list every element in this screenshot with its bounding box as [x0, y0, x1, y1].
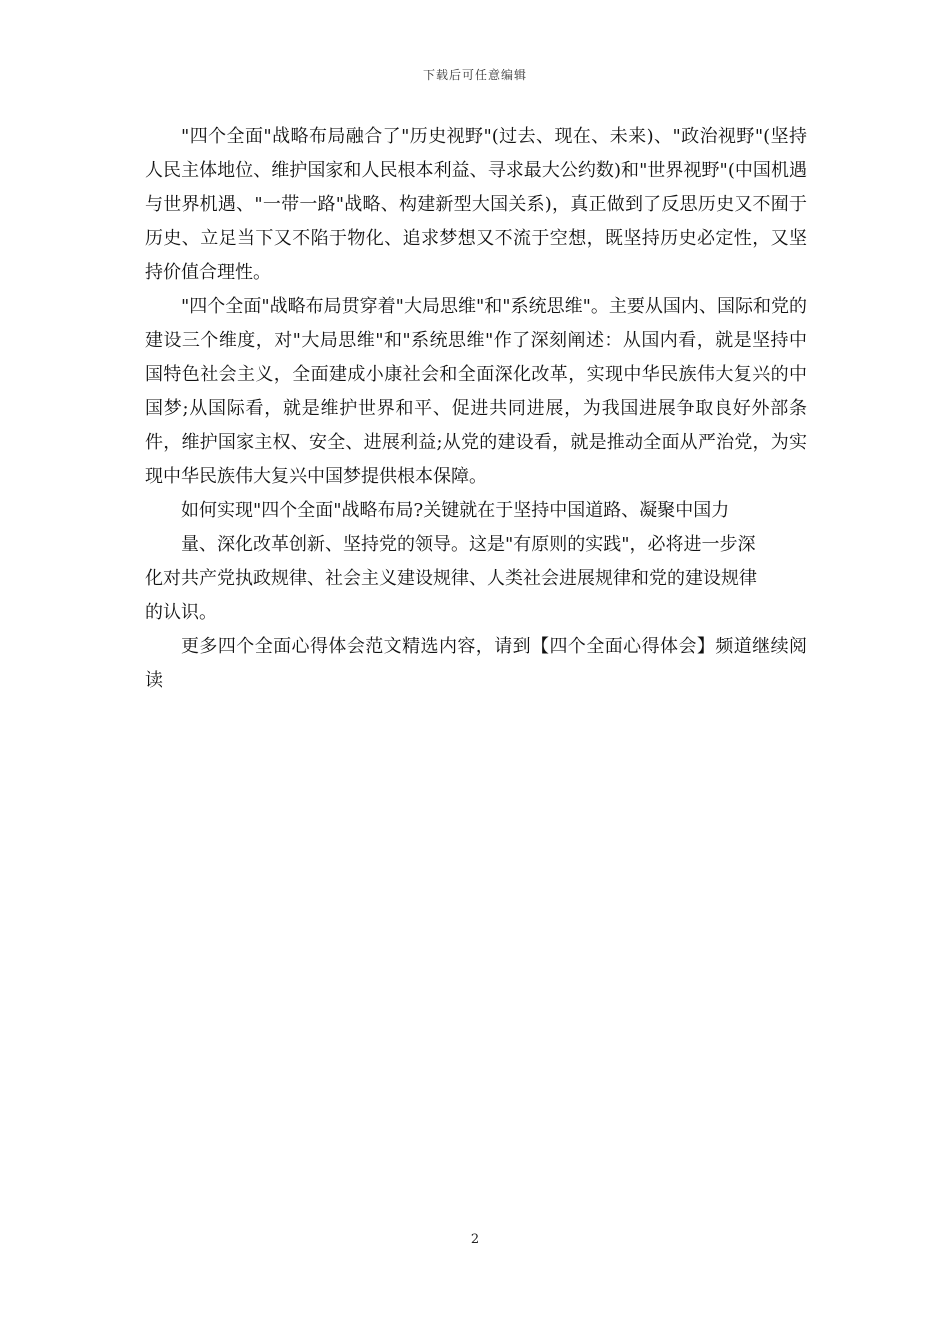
paragraph-3	[145, 494, 807, 630]
page-header: 下载后可任意编辑	[422, 68, 527, 82]
paragraph-2: "四个全面"战略布局贯穿着"大局思维"和"系统思维"。主要从国内、国际和党的建设三个维度，对"大局思维"和"系统思维"作了深刻阐述：从国内看，就是坚持中国特色社会主义，全面建成小康社会和全面深化改革，实现中华民族伟大复兴的中国梦;从国际看，就是维护世界和平、促进共同进展，为我国进展争取良好外部条件，维护国家主权、安全、进展利益;从党的建设看，就是推动全面从严治党，为实现中华民族伟大复兴中国梦提供根本保障。	[145, 296, 807, 487]
paragraph-3-line-2: 量、深化改革创新、坚持党的领导。这是"有原则的实践"，必将进一步深	[181, 534, 756, 555]
document-body	[145, 120, 807, 698]
paragraph-3-line-3: 化对共产党执政规律、社会主义建设规律、人类社会进展规律和党的建设规律	[145, 568, 757, 589]
paragraph-3-line-4: 的认识。	[145, 602, 217, 623]
paragraph-3-line-1: 如何实现"四个全面"战略布局?关键就在于坚持中国道路、凝聚中国力	[181, 500, 730, 521]
paragraph-4: 更多四个全面心得体会范文精选内容，请到【四个全面心得体会】频道继续阅读	[145, 636, 807, 691]
page-number: 2	[470, 1232, 480, 1247]
paragraph-1: "四个全面"战略布局融合了"历史视野"(过去、现在、未来)、"政治视野"(坚持人民主体地位、维护国家和人民根本利益、寻求最大公约数)和"世界视野"(中国机遇与世界机遇、"一带一路"战略、构建新型大国关系)，真正做到了反思历史又不囿于历史、立足当下又不陷于物化、追求梦想又不流于空想，既坚持历史必定性，又坚持价值合理性。	[145, 126, 807, 283]
